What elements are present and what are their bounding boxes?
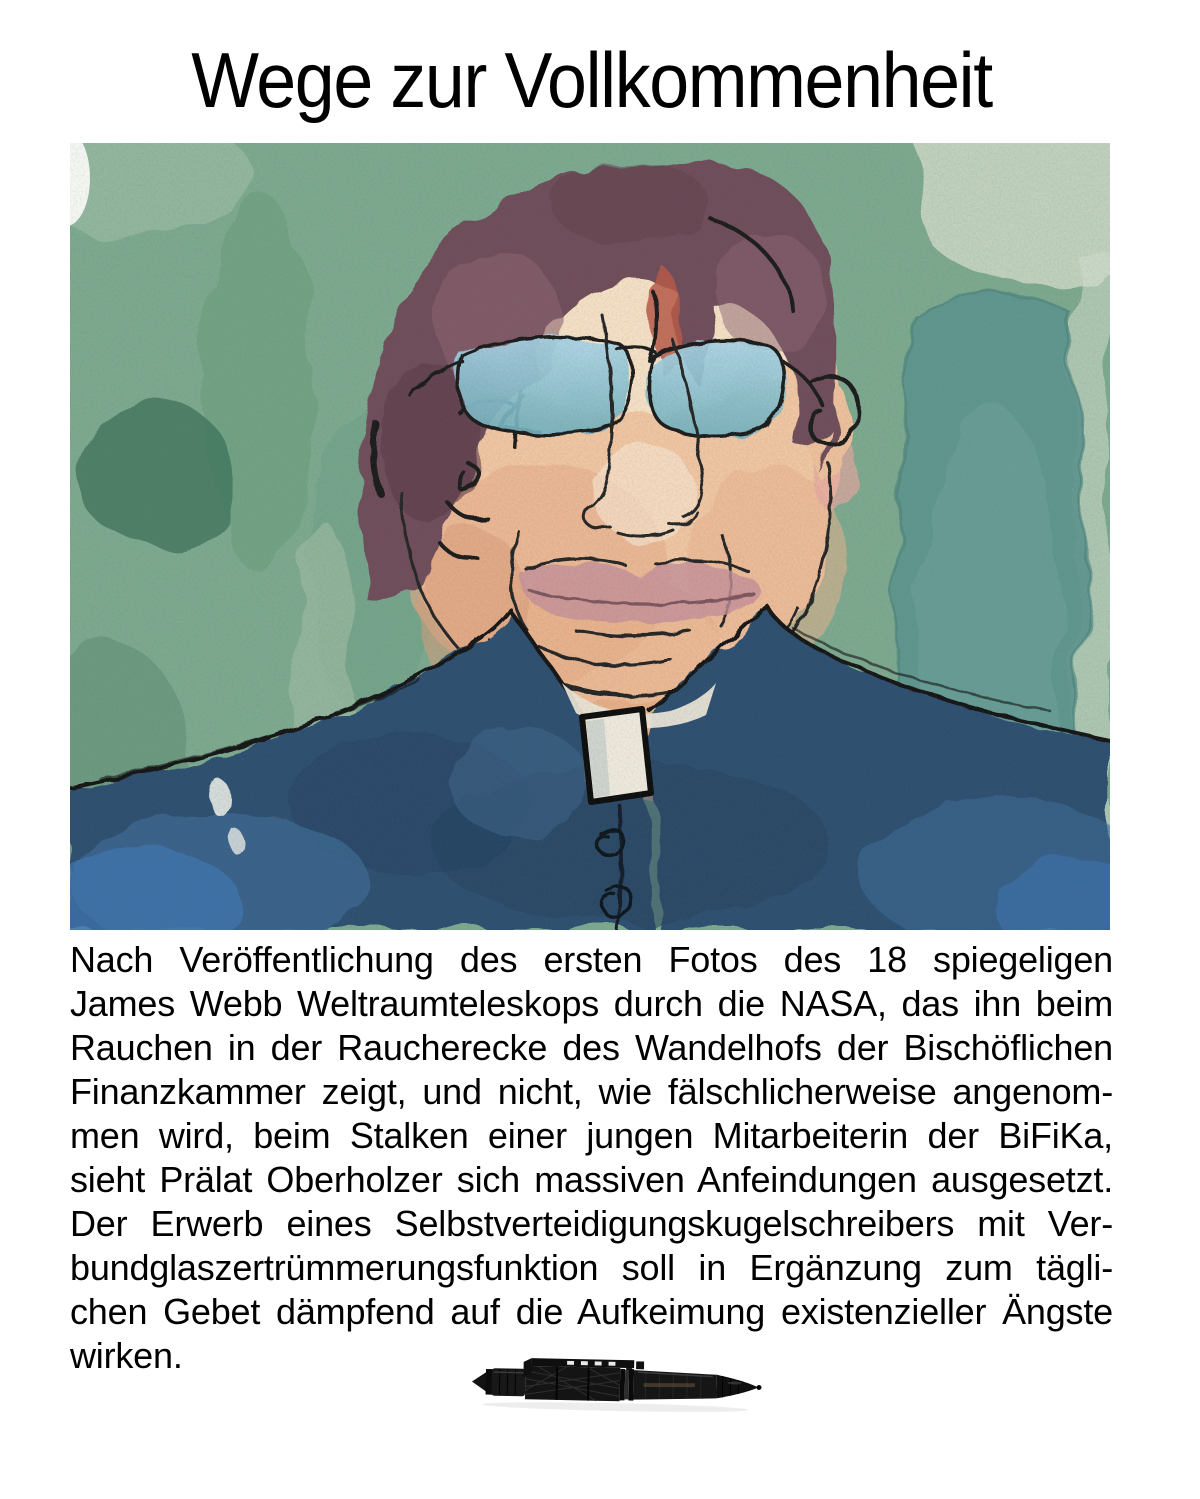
tactical-pen xyxy=(472,1357,762,1404)
article-line: Rauchen in der Raucherecke des Wandelhofs der Bischöflichen xyxy=(70,1027,1113,1068)
page-title: Wege zur Vollkommenheit xyxy=(191,36,992,124)
article-text xyxy=(70,938,1113,1378)
watercolor-portrait xyxy=(70,143,1110,930)
paper-grain xyxy=(70,143,1110,930)
article-line: James Webb Weltraumteleskops durch die NASA, das ihn beim xyxy=(70,983,1113,1024)
article-line: sieht Prälat Oberholzer sich massiven Anfeindungen ausgesetzt. xyxy=(70,1159,1113,1200)
article-line: Finanzkammer zeigt, und nicht, wie fälschlicherweise angenom- xyxy=(70,1071,1113,1112)
article-line: men wird, beim Stalken einer jungen Mitarbeiterin der BiFiKa, xyxy=(70,1115,1113,1156)
tactical-pen-image xyxy=(467,1352,764,1417)
pen-shadow xyxy=(482,1400,749,1413)
article-line: chen Gebet dämpfend auf die Aufkeimung existenzieller Ängste xyxy=(70,1291,1113,1332)
article-line: bundglaszertrümmerungsfunktion soll in Ergänzung zum tägli- xyxy=(70,1247,1113,1288)
article-line: Der Erwerb eines Selbstverteidigungskugelschreibers mit Ver- xyxy=(70,1203,1113,1244)
article-line: Nach Veröffentlichung des ersten Fotos des 18 spiegeligen xyxy=(70,939,1113,980)
article-line: wirken. xyxy=(70,1335,183,1376)
